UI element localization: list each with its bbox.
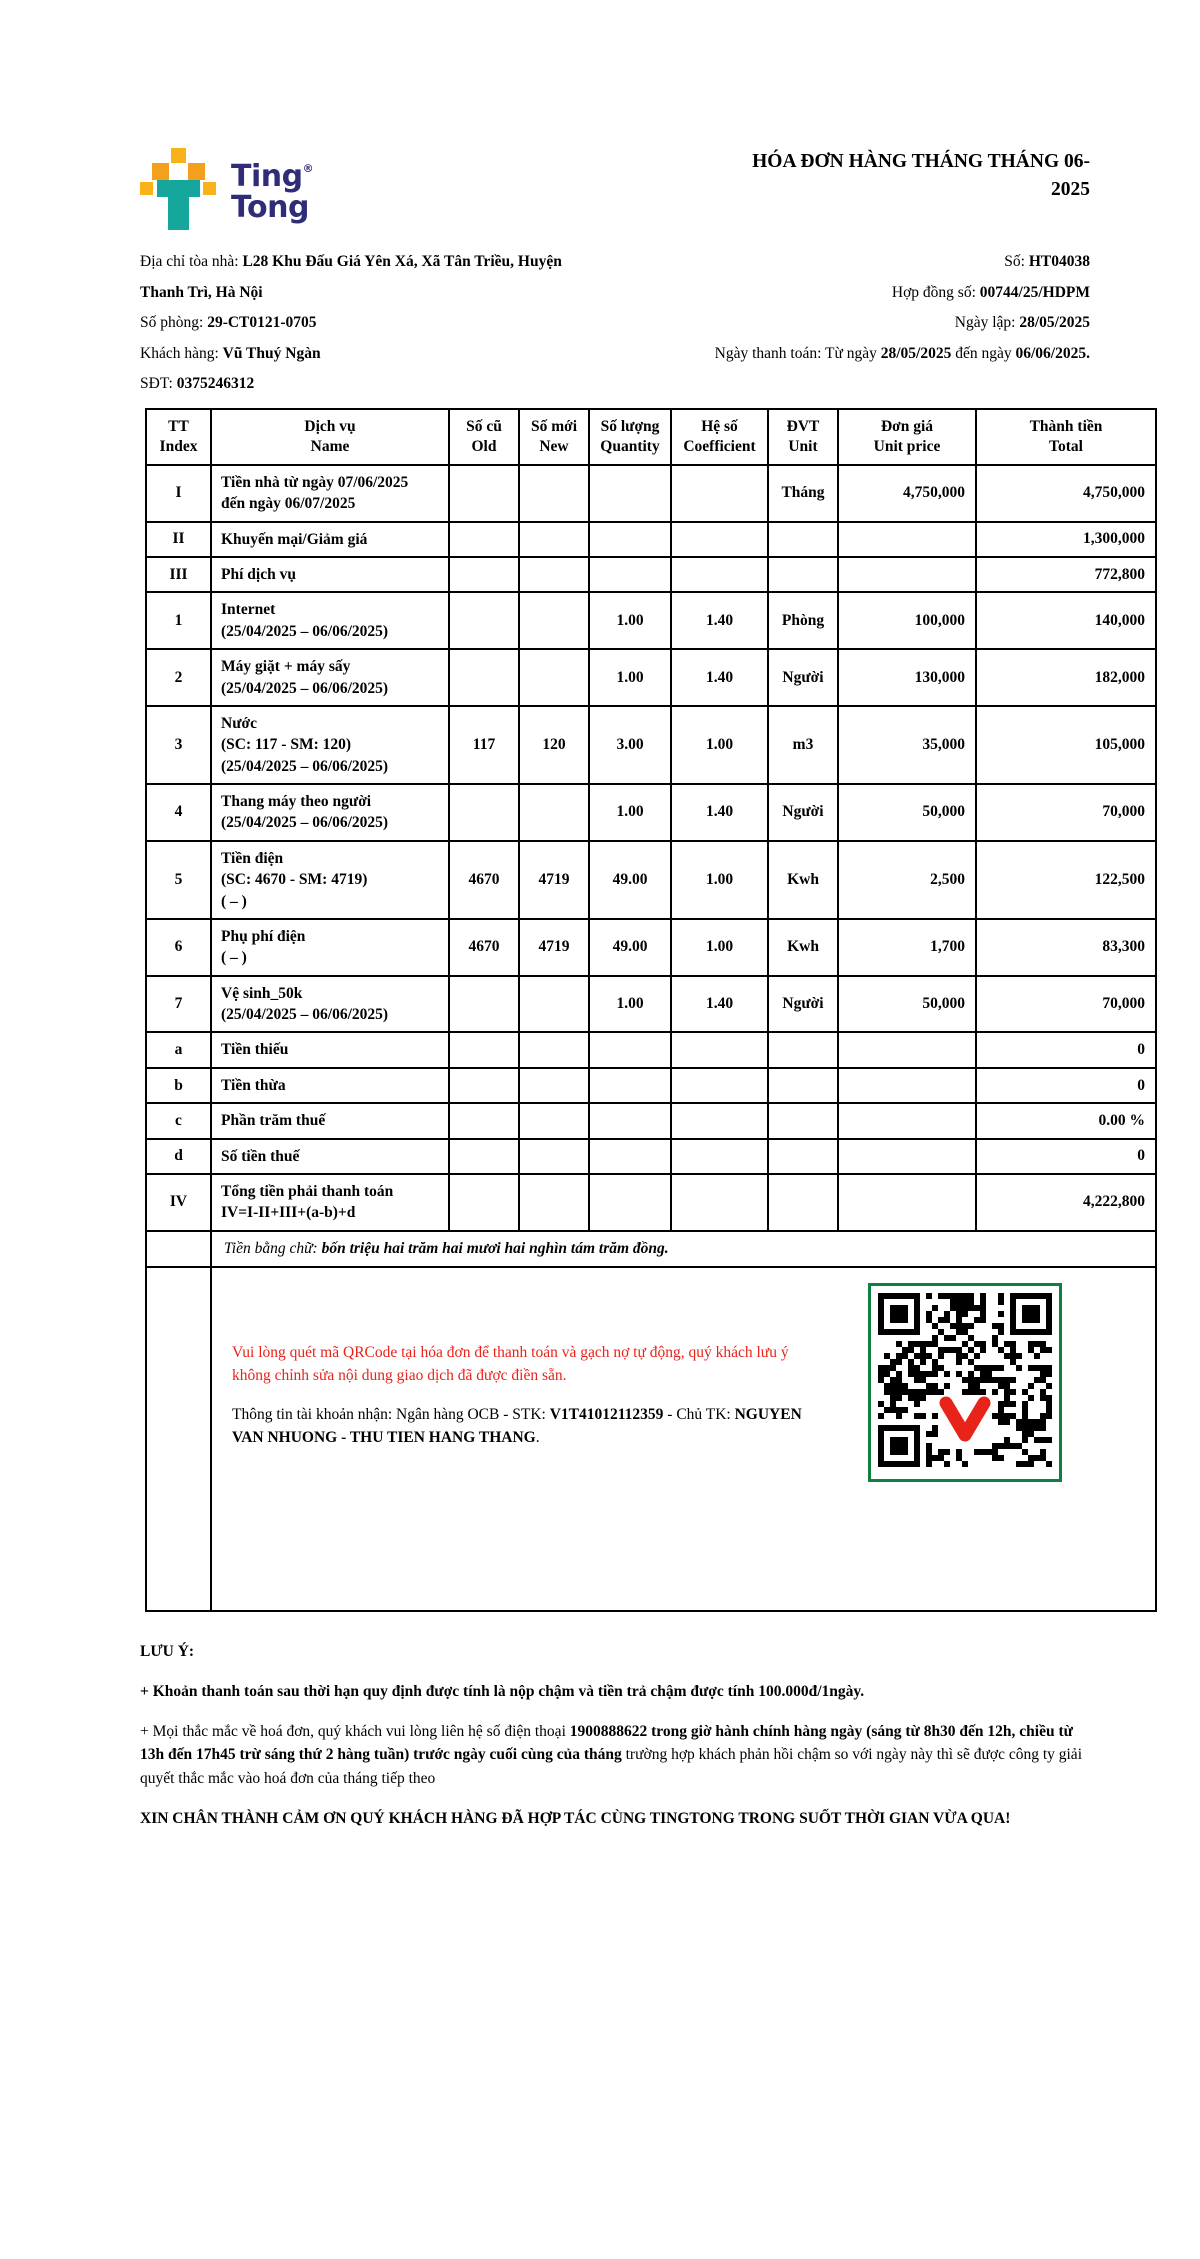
payment-qr-code-icon xyxy=(868,1283,1062,1482)
cell-total: 70,000 xyxy=(976,784,1156,841)
cell-old xyxy=(449,1103,519,1138)
cell-total: 0.00 % xyxy=(976,1103,1156,1138)
cell-name: Phí dịch vụ xyxy=(211,557,449,592)
cell-new: 4719 xyxy=(519,919,589,976)
table-row xyxy=(146,465,1156,522)
cell-qty: 49.00 xyxy=(589,919,671,976)
col-unit: ĐVT Unit xyxy=(768,409,838,465)
cell-qty xyxy=(589,1174,671,1231)
table-row xyxy=(146,649,1156,706)
cell-unit xyxy=(768,1103,838,1138)
table-row xyxy=(146,557,1156,592)
cell-unit: Kwh xyxy=(768,841,838,919)
cell-name: Internet (25/04/2025 – 06/06/2025) xyxy=(211,592,449,649)
cell-qty: 1.00 xyxy=(589,784,671,841)
cell-tt: 2 xyxy=(146,649,211,706)
cell-tt-empty xyxy=(146,1267,211,1611)
invoice-table-header xyxy=(146,409,1156,465)
cell-name: Phần trăm thuế xyxy=(211,1103,449,1138)
cell-total: 140,000 xyxy=(976,592,1156,649)
cell-name: Tiền điện (SC: 4670 - SM: 4719) ( – ) xyxy=(211,841,449,919)
cell-price xyxy=(838,1068,976,1103)
cell-coef: 1.40 xyxy=(671,784,768,841)
cell-unit: m3 xyxy=(768,706,838,784)
cell-tt: III xyxy=(146,557,211,592)
cell-old xyxy=(449,1032,519,1067)
cell-qty xyxy=(589,1103,671,1138)
cell-old xyxy=(449,465,519,522)
cell-new: 120 xyxy=(519,706,589,784)
cell-price xyxy=(838,1174,976,1231)
tingtong-logo-text: Ting® Tong xyxy=(231,158,314,225)
table-row xyxy=(146,706,1156,784)
col-unit-price: Đơn giá Unit price xyxy=(838,409,976,465)
cell-qty: 49.00 xyxy=(589,841,671,919)
cell-old: 4670 xyxy=(449,841,519,919)
table-row xyxy=(146,841,1156,919)
cell-coef xyxy=(671,465,768,522)
cell-tt: c xyxy=(146,1103,211,1138)
cell-total: 122,500 xyxy=(976,841,1156,919)
cell-price: 1,700 xyxy=(838,919,976,976)
cell-total: 772,800 xyxy=(976,557,1156,592)
cell-price xyxy=(838,1032,976,1067)
invoice-number: Số: HT04038 xyxy=(1004,253,1090,270)
cell-new xyxy=(519,784,589,841)
cell-tt: 4 xyxy=(146,784,211,841)
cell-old xyxy=(449,976,519,1033)
cell-total: 83,300 xyxy=(976,919,1156,976)
col-index: TT Index xyxy=(146,409,211,465)
cell-tt: 3 xyxy=(146,706,211,784)
customer-info xyxy=(140,247,562,400)
issue-date: Ngày lập: 28/05/2025 xyxy=(954,314,1090,332)
qr-payment-note: Vui lòng quét mã QRCode tại hóa đơn để thanh toán và gạch nợ tự động, quý khách lưu ý không chỉnh sửa nội dung giao dịch đã được điền sẵn. xyxy=(232,1343,789,1384)
cell-qty: 1.00 xyxy=(589,976,671,1033)
cell-name: Tiền thiếu xyxy=(211,1032,449,1067)
cell-total: 70,000 xyxy=(976,976,1156,1033)
account-info: Thông tin tài khoản nhận: Ngân hàng OCB - STK: V1T41012112359 - Chủ TK: NGUYEN VAN NHUONG - THU TIEN HANG THANG. xyxy=(232,1406,802,1447)
cell-coef: 1.40 xyxy=(671,649,768,706)
cell-old: 117 xyxy=(449,706,519,784)
cell-total: 1,300,000 xyxy=(976,522,1156,557)
cell-qty: 1.00 xyxy=(589,649,671,706)
cell-total: 105,000 xyxy=(976,706,1156,784)
cell-coef xyxy=(671,1139,768,1174)
cell-unit: Tháng xyxy=(768,465,838,522)
cell-qty xyxy=(589,1139,671,1174)
col-total: Thành tiền Total xyxy=(976,409,1156,465)
cell-tt: b xyxy=(146,1068,211,1103)
cell-price: 50,000 xyxy=(838,976,976,1033)
payment-period: Ngày thanh toán: Từ ngày 28/05/2025 đến ngày 06/06/2025. xyxy=(714,344,1090,362)
cell-coef xyxy=(671,557,768,592)
cell-unit xyxy=(768,1032,838,1067)
table-row xyxy=(146,784,1156,841)
cell-unit xyxy=(768,1139,838,1174)
cell-price: 4,750,000 xyxy=(838,465,976,522)
cell-qty: 3.00 xyxy=(589,706,671,784)
col-new: Số mới New xyxy=(519,409,589,465)
cell-unit xyxy=(768,1174,838,1231)
cell-new: 4719 xyxy=(519,841,589,919)
col-old: Số cũ Old xyxy=(449,409,519,465)
cell-price xyxy=(838,557,976,592)
cell-name: Tổng tiền phải thanh toán IV=I-II+III+(a-b)+d xyxy=(211,1174,449,1231)
hotline-note: + Mọi thắc mắc về hoá đơn, quý khách vui lòng liên hệ số điện thoại 1900888622 trong giờ hành chính hàng ngày (sáng từ 8h30 đến 12h, chiều từ 13h đến 17h45 trừ sáng thứ 2 hàng tuần) trước ngày cuối cùng của tháng trường hợp khách phản hồi chậm so với ngày này thì sẽ được công ty giải quyết thắc mắc vào hoá đơn của tháng tiếp theo xyxy=(140,1723,1082,1787)
tingtong-logo xyxy=(140,148,313,237)
table-row xyxy=(146,1032,1156,1067)
cell-name: Thang máy theo người (25/04/2025 – 06/06/2025) xyxy=(211,784,449,841)
tingtong-logo-icon xyxy=(140,148,216,237)
cell-total: 0 xyxy=(976,1139,1156,1174)
notes-heading: LƯU Ý: xyxy=(140,1642,195,1660)
table-row xyxy=(146,919,1156,976)
col-coefficient: Hệ số Coefficient xyxy=(671,409,768,465)
registered-mark: ® xyxy=(302,161,314,175)
cell-name: Tiền nhà từ ngày 07/06/2025 đến ngày 06/07/2025 xyxy=(211,465,449,522)
cell-name: Tiền thừa xyxy=(211,1068,449,1103)
table-row xyxy=(146,976,1156,1033)
cell-name: Vệ sinh_50k (25/04/2025 – 06/06/2025) xyxy=(211,976,449,1033)
table-row xyxy=(146,1068,1156,1103)
building-address: Địa chỉ tòa nhà: L28 Khu Đấu Giá Yên Xá, Xã Tân Triều, Huyện Thanh Trì, Hà Nội xyxy=(140,253,562,301)
cell-total: 182,000 xyxy=(976,649,1156,706)
footer-notes xyxy=(140,1640,1100,1831)
cell-old xyxy=(449,592,519,649)
cell-unit: Người xyxy=(768,976,838,1033)
cell-old xyxy=(449,1174,519,1231)
cell-unit: Kwh xyxy=(768,919,838,976)
cell-name: Máy giặt + máy sấy (25/04/2025 – 06/06/2025) xyxy=(211,649,449,706)
cell-name: Phụ phí điện ( – ) xyxy=(211,919,449,976)
cell-tt: IV xyxy=(146,1174,211,1231)
cell-total: 4,222,800 xyxy=(976,1174,1156,1231)
cell-new xyxy=(519,649,589,706)
cell-name: Khuyến mại/Giảm giá xyxy=(211,522,449,557)
cell-new xyxy=(519,522,589,557)
cell-tt: 7 xyxy=(146,976,211,1033)
table-row xyxy=(146,522,1156,557)
cell-price: 100,000 xyxy=(838,592,976,649)
cell-name: Nước (SC: 117 - SM: 120) (25/04/2025 – 06/06/2025) xyxy=(211,706,449,784)
table-row xyxy=(146,1103,1156,1138)
qr-section xyxy=(211,1267,1156,1611)
cell-new xyxy=(519,1103,589,1138)
cell-coef xyxy=(671,1174,768,1231)
customer-phone: SĐT: 0375246312 xyxy=(140,375,255,393)
cell-old xyxy=(449,522,519,557)
invoice-table-rows xyxy=(146,465,1156,1231)
cell-coef: 1.40 xyxy=(671,976,768,1033)
header xyxy=(140,148,1090,237)
cell-qty xyxy=(589,1068,671,1103)
col-quantity: Số lượng Quantity xyxy=(589,409,671,465)
cell-unit xyxy=(768,522,838,557)
cell-new xyxy=(519,465,589,522)
cell-old xyxy=(449,1139,519,1174)
cell-new xyxy=(519,1139,589,1174)
invoice-table xyxy=(145,408,1157,1612)
cell-new xyxy=(519,976,589,1033)
cell-price: 35,000 xyxy=(838,706,976,784)
cell-new xyxy=(519,1174,589,1231)
cell-new xyxy=(519,1032,589,1067)
invoice-info xyxy=(140,247,1090,400)
cell-old xyxy=(449,784,519,841)
cell-price: 2,500 xyxy=(838,841,976,919)
cell-coef xyxy=(671,1103,768,1138)
cell-price xyxy=(838,1139,976,1174)
cell-tt: 5 xyxy=(146,841,211,919)
cell-total: 0 xyxy=(976,1032,1156,1067)
cell-unit: Người xyxy=(768,649,838,706)
invoice-meta xyxy=(562,247,1090,400)
cell-new xyxy=(519,1068,589,1103)
cell-new xyxy=(519,592,589,649)
late-payment-note: + Khoản thanh toán sau thời hạn quy định được tính là nộp chậm và tiền trả chậm được tính 100.000đ/1ngày. xyxy=(140,1682,865,1700)
invoice-table-extras xyxy=(146,1231,1156,1611)
cell-old: 4670 xyxy=(449,919,519,976)
cell-tt-empty xyxy=(146,1231,211,1267)
cell-coef: 1.40 xyxy=(671,592,768,649)
table-row xyxy=(146,1174,1156,1231)
cell-qty xyxy=(589,522,671,557)
cell-qty xyxy=(589,557,671,592)
cell-qty: 1.00 xyxy=(589,592,671,649)
col-name: Dịch vụ Name xyxy=(211,409,449,465)
table-row xyxy=(146,592,1156,649)
cell-tt: d xyxy=(146,1139,211,1174)
cell-price: 50,000 xyxy=(838,784,976,841)
cell-new xyxy=(519,557,589,592)
cell-old xyxy=(449,557,519,592)
cell-qty xyxy=(589,465,671,522)
invoice-title: HÓA ĐƠN HÀNG THÁNG THÁNG 06- 2025 xyxy=(752,151,1090,201)
cell-name: Số tiền thuế xyxy=(211,1139,449,1174)
cell-tt: I xyxy=(146,465,211,522)
cell-coef: 1.00 xyxy=(671,706,768,784)
cell-tt: a xyxy=(146,1032,211,1067)
thank-you-message: XIN CHÂN THÀNH CẢM ƠN QUÝ KHÁCH HÀNG ĐÃ HỢP TÁC CÙNG TINGTONG TRONG SUỐT THỜI GIAN VỪA QUA! xyxy=(140,1809,1011,1827)
cell-price xyxy=(838,1103,976,1138)
cell-tt: II xyxy=(146,522,211,557)
table-row xyxy=(146,1139,1156,1174)
cell-price: 130,000 xyxy=(838,649,976,706)
cell-total: 4,750,000 xyxy=(976,465,1156,522)
cell-price xyxy=(838,522,976,557)
amount-in-words-row xyxy=(146,1231,1156,1267)
cell-coef xyxy=(671,1032,768,1067)
cell-total: 0 xyxy=(976,1068,1156,1103)
cell-coef: 1.00 xyxy=(671,841,768,919)
cell-old xyxy=(449,649,519,706)
qr-row xyxy=(146,1267,1156,1611)
contract-number: Hợp đồng số: 00744/25/HDPM xyxy=(891,283,1090,301)
cell-unit xyxy=(768,557,838,592)
cell-tt: 1 xyxy=(146,592,211,649)
cell-coef xyxy=(671,1068,768,1103)
cell-old xyxy=(449,1068,519,1103)
cell-unit xyxy=(768,1068,838,1103)
customer-name: Khách hàng: Vũ Thuý Ngàn xyxy=(140,344,321,362)
cell-unit: Phòng xyxy=(768,592,838,649)
cell-coef xyxy=(671,522,768,557)
room-number: Số phòng: 29-CT0121-0705 xyxy=(140,314,317,332)
table-header-row xyxy=(146,409,1156,465)
payment-instructions xyxy=(232,1341,822,1450)
cell-unit: Người xyxy=(768,784,838,841)
cell-tt: 6 xyxy=(146,919,211,976)
cell-coef: 1.00 xyxy=(671,919,768,976)
cell-qty xyxy=(589,1032,671,1067)
amount-in-words: Tiền bằng chữ: bốn triệu hai trăm hai mươi hai nghìn tám trăm đồng. xyxy=(211,1231,1156,1267)
